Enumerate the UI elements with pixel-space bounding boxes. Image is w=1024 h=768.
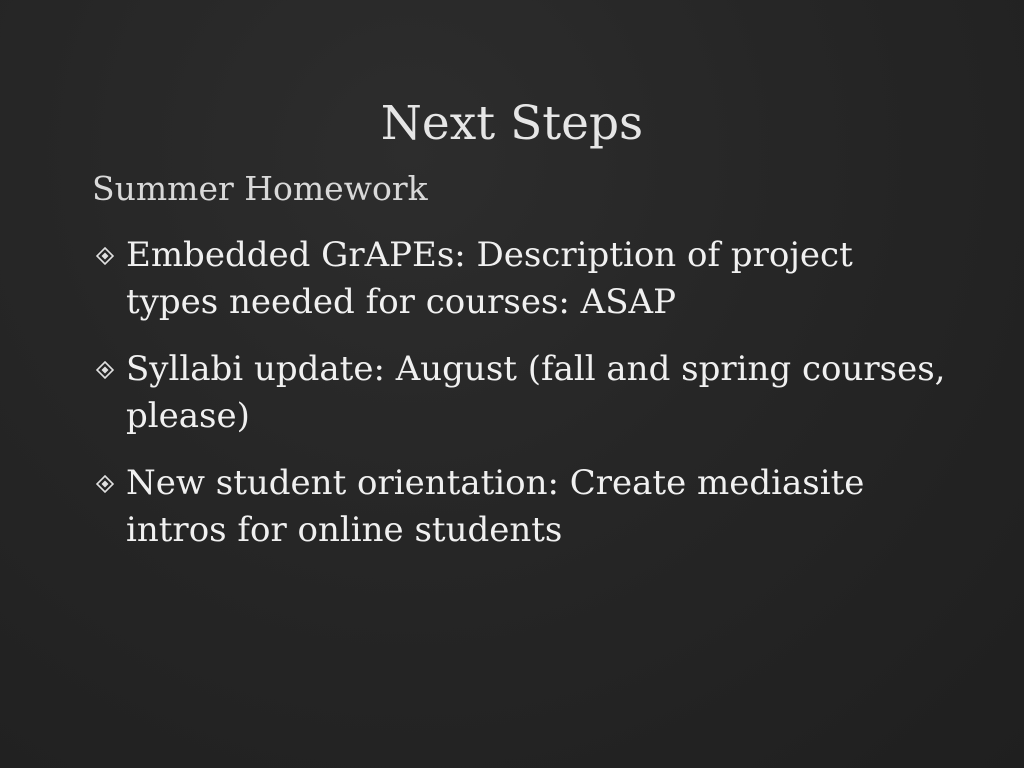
diamond-bullet-icon bbox=[96, 361, 114, 379]
diamond-bullet-icon bbox=[96, 247, 114, 265]
bullet-text: Syllabi update: August (fall and spring courses, please) bbox=[126, 349, 946, 436]
bullet-item bbox=[92, 460, 952, 554]
bullet-item bbox=[92, 346, 952, 440]
bullet-text: Embedded GrAPEs: Description of project types needed for courses: ASAP bbox=[126, 235, 853, 322]
bullet-item bbox=[92, 232, 952, 326]
slide-subheading: Summer Homework bbox=[92, 169, 428, 208]
bullet-text: New student orientation: Create mediasite intros for online students bbox=[126, 463, 865, 550]
diamond-bullet-icon bbox=[96, 475, 114, 493]
bullet-list bbox=[92, 232, 952, 574]
slide-title: Next Steps bbox=[380, 96, 644, 151]
